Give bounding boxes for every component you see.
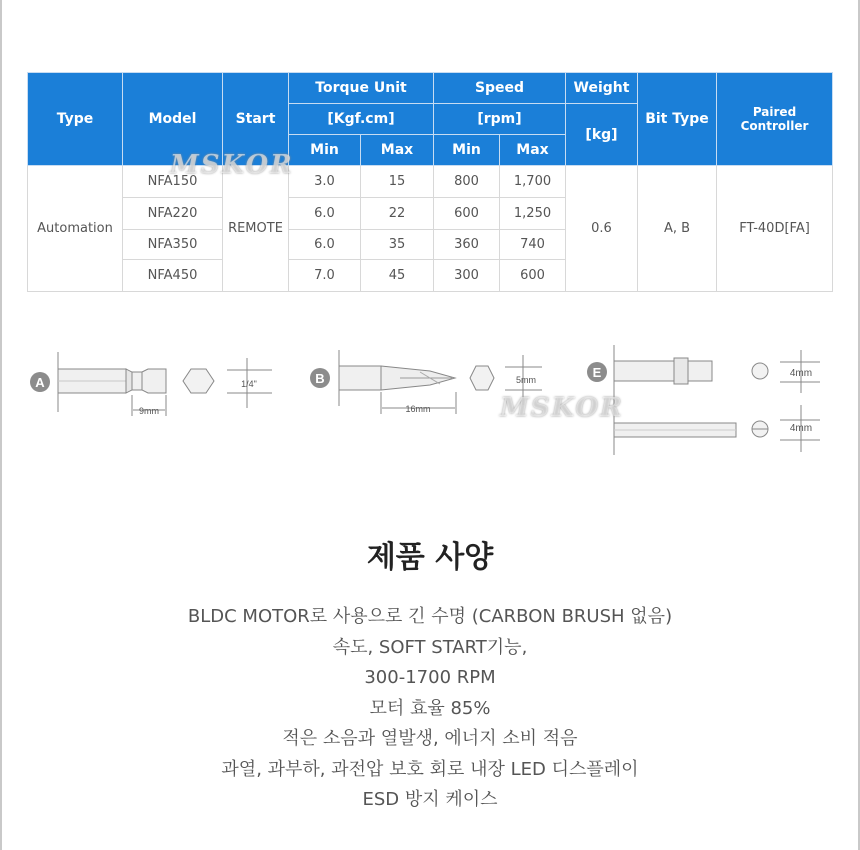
- speed-min-cell: 800: [434, 166, 500, 198]
- torque-min-cell: 6.0: [289, 198, 361, 230]
- torque-min-cell: 3.0: [289, 166, 361, 198]
- header-speed-min: Min: [434, 135, 500, 166]
- bit-a-diagram: [30, 352, 272, 416]
- speed-max-cell: 1,700: [500, 166, 566, 198]
- model-cell: NFA450: [123, 260, 223, 292]
- model-cell: NFA150: [123, 166, 223, 198]
- bit-a-length: 9mm: [139, 406, 159, 416]
- section-title: 제품 사양: [366, 540, 494, 575]
- header-speed-max: Max: [500, 135, 566, 166]
- torque-min-cell: 6.0: [289, 230, 361, 260]
- badge-e-label: E: [592, 365, 602, 380]
- bit-b-tip-size: 5mm: [516, 375, 536, 385]
- feature-item: BLDC MOTOR로 사용으로 긴 수명 (CARBON BRUSH 없음): [187, 606, 673, 627]
- type-cell: Automation: [28, 166, 123, 292]
- header-bit-type: Bit Type: [638, 73, 717, 166]
- header-torque-max: Max: [361, 135, 434, 166]
- torque-max-cell: 35: [361, 230, 434, 260]
- feature-item: 속도, SOFT START기능,: [332, 636, 528, 658]
- table-row: [28, 166, 833, 198]
- torque-max-cell: 22: [361, 198, 434, 230]
- hex-profile-icon: [470, 366, 494, 390]
- start-cell: REMOTE: [223, 166, 289, 292]
- bit-e-bottom-size: 4mm: [789, 423, 813, 434]
- watermark: MSKOR: [170, 150, 294, 180]
- bit-e-shank: [614, 361, 674, 381]
- header-start: Start: [223, 73, 289, 166]
- feature-item: 300-1700 RPM: [364, 667, 496, 688]
- torque-min-cell: 7.0: [289, 260, 361, 292]
- header-speed: Speed: [434, 73, 566, 104]
- weight-cell: 0.6: [566, 166, 638, 292]
- spec-table: [27, 72, 833, 292]
- bit-a-hex-size: 1/4": [241, 379, 257, 389]
- torque-max-cell: 15: [361, 166, 434, 198]
- speed-min-cell: 360: [434, 230, 500, 260]
- header-weight-unit: [kg]: [566, 104, 638, 166]
- header-torque: Torque Unit: [289, 73, 434, 104]
- header-speed-unit: [rpm]: [434, 104, 566, 135]
- feature-item: ESD 방지 케이스: [362, 789, 498, 810]
- feature-item: 과열, 과부하, 과전압 보호 회로 내장 LED 디스플레이: [221, 758, 639, 780]
- badge-b-label: B: [315, 371, 325, 386]
- model-cell: NFA220: [123, 198, 223, 230]
- header-weight: Weight: [566, 73, 638, 104]
- bit-b-shank: [339, 366, 381, 390]
- watermark: MSKOR: [500, 393, 624, 423]
- bit-e-top-size: 4mm: [789, 368, 813, 379]
- hex-profile-icon: [183, 369, 214, 393]
- header-torque-min: Min: [289, 135, 361, 166]
- speed-max-cell: 600: [500, 260, 566, 292]
- speed-max-cell: 740: [500, 230, 566, 260]
- model-cell: NFA350: [123, 230, 223, 260]
- torque-max-cell: 45: [361, 260, 434, 292]
- feature-item: 적은 소음과 열발생, 에너지 소비 적음: [282, 728, 578, 749]
- feature-list: [0, 602, 860, 816]
- header-type: Type: [28, 73, 123, 166]
- speed-max-cell: 1,250: [500, 198, 566, 230]
- speed-min-cell: 600: [434, 198, 500, 230]
- header-torque-unit: [Kgf.cm]: [289, 104, 434, 135]
- feature-item: 모터 효율 85%: [369, 697, 491, 719]
- bit-b-length: 16mm: [405, 404, 431, 414]
- bit-type-cell: A, B: [638, 166, 717, 292]
- bit-diagrams: [0, 335, 860, 465]
- badge-a-label: A: [35, 375, 45, 390]
- round-profile-icon: [752, 363, 768, 379]
- header-model: Model: [123, 73, 223, 166]
- speed-min-cell: 300: [434, 260, 500, 292]
- controller-cell: FT-40D[FA]: [717, 166, 833, 292]
- header-paired-controller: Paired Controller: [717, 73, 833, 166]
